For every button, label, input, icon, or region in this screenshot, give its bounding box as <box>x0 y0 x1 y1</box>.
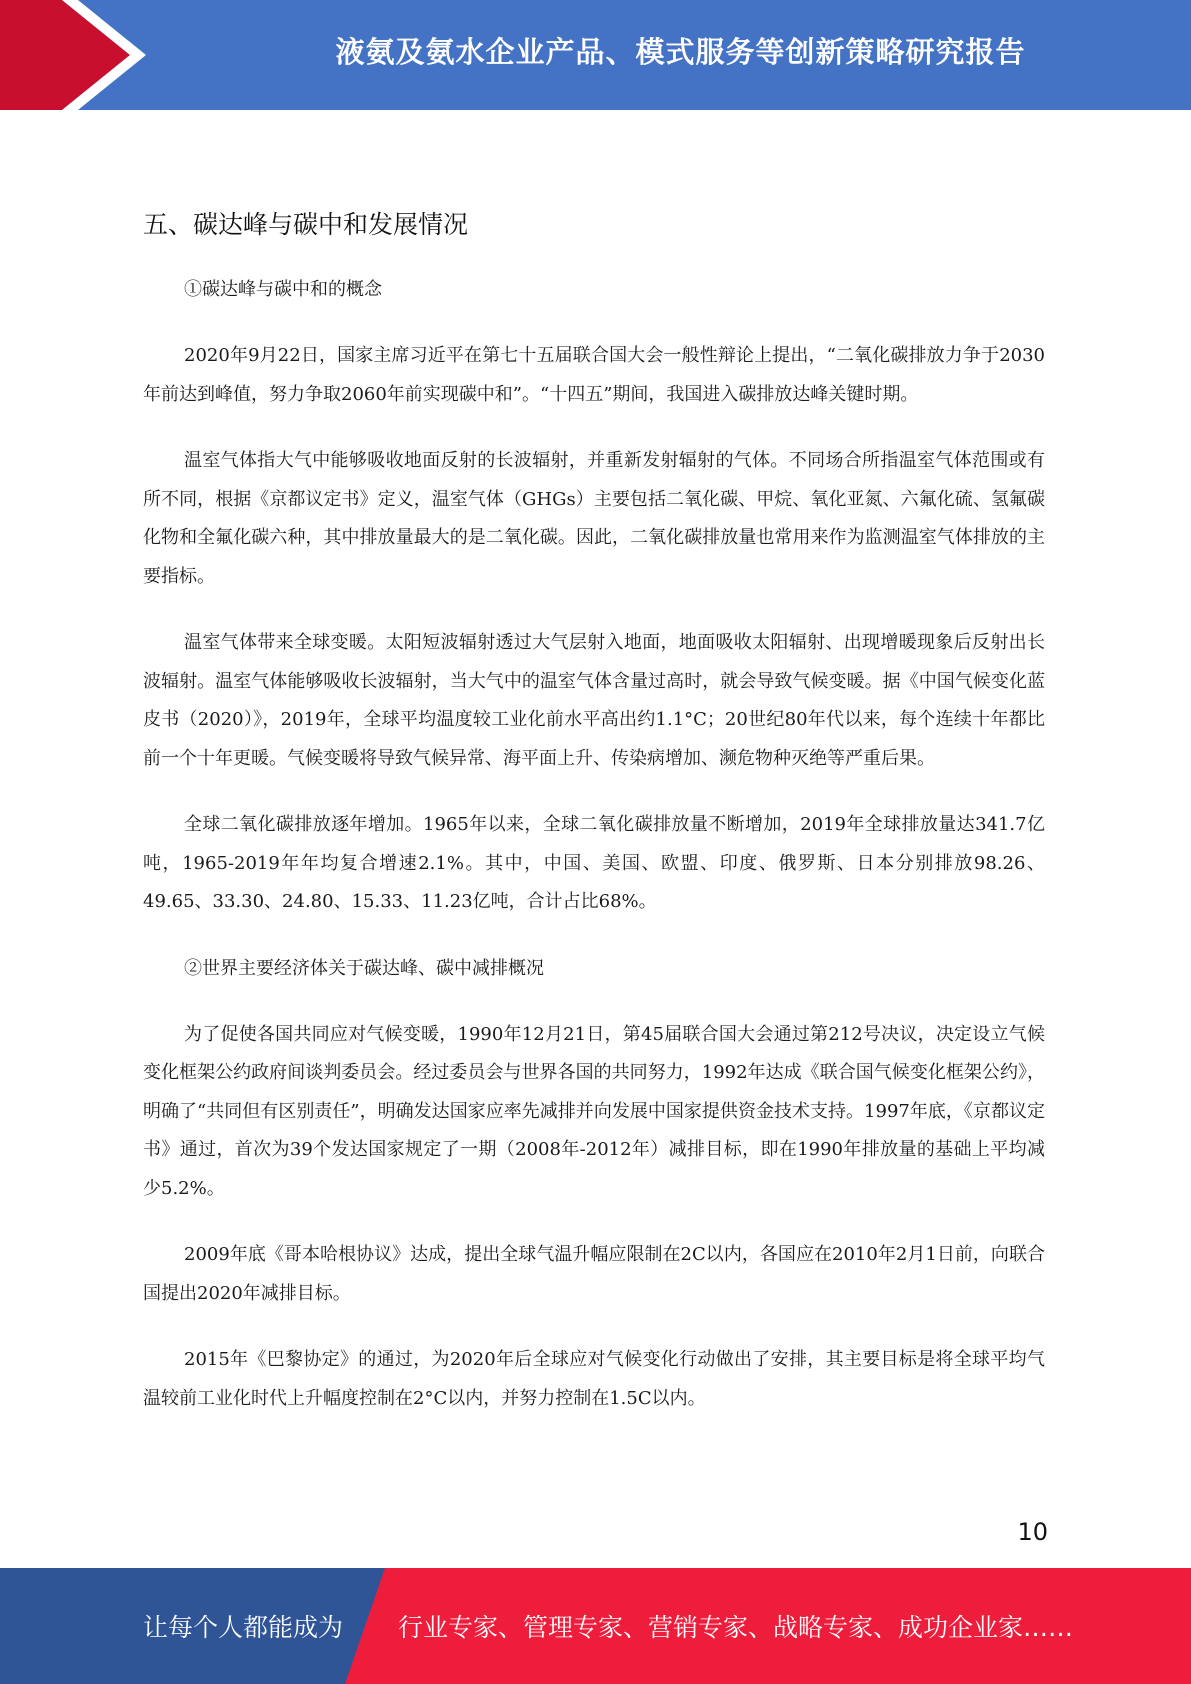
footer-banner <box>0 1568 1191 1684</box>
subheading-concept: ①碳达峰与碳中和的概念 <box>184 279 382 300</box>
paragraph-2: 温室气体指大气中能够吸收地面反射的长波辐射，并重新发射辐射的气体。不同场合所指温室气体范围或有所不同，根据《京都议定书》定义，温室气体（GHGs）主要包括二氧化碳、甲烷、氧化亚氮、六氟化硫、氢氟碳化物和全氟化碳六种，其中排放量最大的是二氧化碳。因此，二氧化碳排放量也常用来作为监测温室气体排放的主要指标。 <box>143 450 1045 587</box>
paragraph-3: 温室气体带来全球变暖。太阳短波辐射透过大气层射入地面，地面吸收太阳辐射、出现增暖现象后反射出长波辐射。温室气体能够吸收长波辐射，当大气中的温室气体含量过高时，就会导致气候变暖。据《中国气候变化蓝皮书（2020）》，2019年，全球平均温度较工业化前水平高出约1.1°C；20世纪80年代以来，每个连续十年都比前一个十年更暖。气候变暖将导致气候异常、海平面上升、传染病增加、濒危物种灭绝等严重后果。 <box>143 632 1045 769</box>
section-title: 五、碳达峰与碳中和发展情况 <box>143 210 469 239</box>
page-body <box>143 205 1045 1446</box>
paragraph-7: 2015年《巴黎协定》的通过，为2020年后全球应对气候变化行动做出了安排，其主要目标是将全球平均气温较前工业化时代上升幅度控制在2°C以内，并努力控制在1.5C以内。 <box>143 1349 1045 1409</box>
page-number: 10 <box>1017 1518 1048 1546</box>
paragraph-1: 2020年9月22日，国家主席习近平在第七十五届联合国大会一般性辩论上提出，“二氧化碳排放力争于2030年前达到峰值，努力争取2060年前实现碳中和”。“十四五”期间，我国进入碳排放达峰关键时期。 <box>143 345 1045 405</box>
subheading-economies: ②世界主要经济体关于碳达峰、碳中减排概况 <box>184 957 544 979</box>
footer-slogan-left: 让每个人都能成为 <box>143 1613 344 1642</box>
paragraph-6: 2009年底《哥本哈根协议》达成，提出全球气温升幅应限制在2C以内，各国应在2010年2月1日前，向联合国提出2020年减排目标。 <box>143 1244 1045 1304</box>
header-arrow-logo <box>0 0 160 110</box>
report-title: 液氨及氨水企业产品、模式服务等创新策略研究报告 <box>335 34 1026 69</box>
paragraph-4: 全球二氧化碳排放逐年增加。1965年以来，全球二氧化碳排放量不断增加，2019年全球排放量达341.7亿吨，1965-2019年年均复合增速2.1%。其中，中国、美国、欧盟、印度、俄罗斯、日本分别排放98.26、49.65、33.30、24.80、15.33、11.23亿吨，合计占比68%。 <box>143 814 1045 912</box>
header-bar <box>0 0 1191 110</box>
footer-slogan-right: 行业专家、管理专家、营销专家、战略专家、成功企业家…… <box>398 1613 1074 1642</box>
paragraph-5: 为了促使各国共同应对气候变暖，1990年12月21日，第45届联合国大会通过第212号决议，决定设立气候变化框架公约政府间谈判委员会。经过委员会与世界各国的共同努力，1992年达成《联合国气候变化框架公约》，明确了“共同但有区别责任”，明确发达国家应率先减排并向发展中国家提供资金技术支持。1997年底，《京都议定书》通过，首次为39个发达国家规定了一期（2008年-2012年）减排目标，即在1990年排放量的基础上平均减少5.2%。 <box>143 1023 1045 1199</box>
